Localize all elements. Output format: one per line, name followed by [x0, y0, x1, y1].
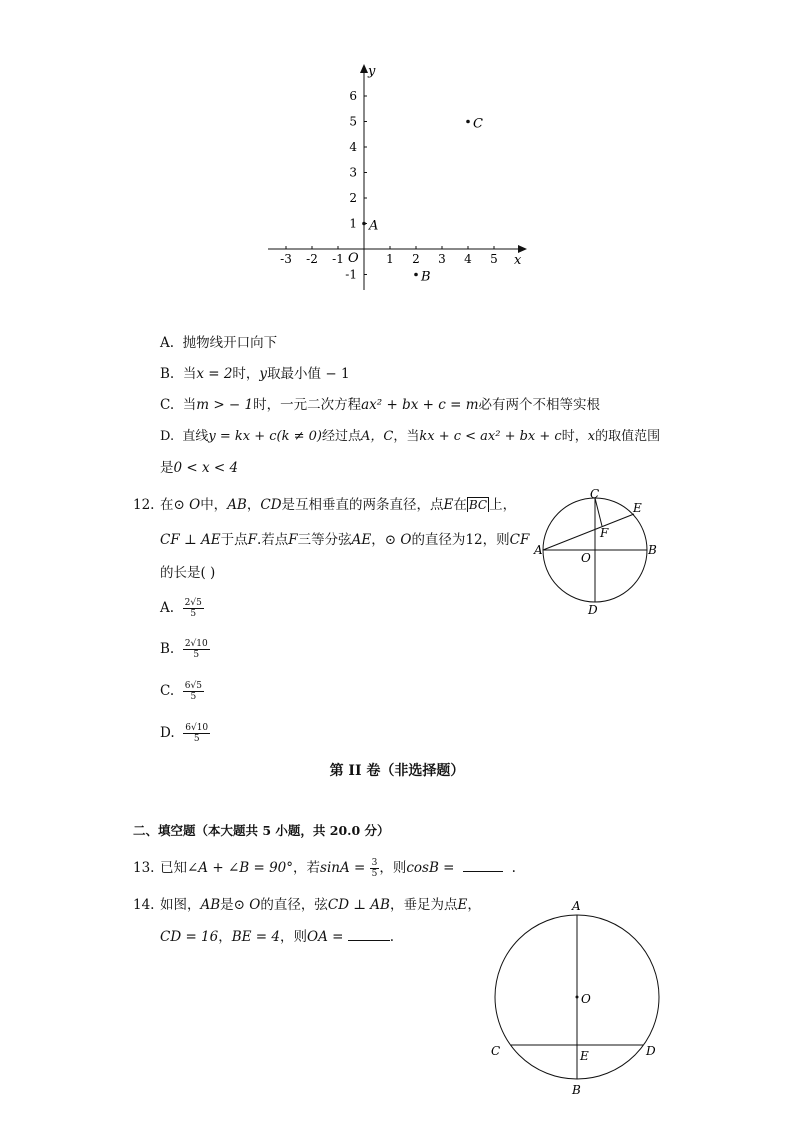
- frac-num: 3: [371, 858, 378, 868]
- q12-option-a: [160, 598, 204, 619]
- option-text: 必有两个不相等实根: [478, 397, 600, 413]
- x-tick-label: -2: [306, 252, 318, 266]
- math-expr: AB: [200, 897, 221, 913]
- math-expr: 12: [465, 532, 483, 548]
- math-expr: AB: [227, 497, 247, 513]
- y-tick-label: 3: [349, 165, 357, 180]
- q14-circle-figure: [484, 893, 664, 1103]
- q12-option-d: [160, 723, 210, 744]
- option-fraction: [183, 639, 210, 660]
- question-text: 是互相垂直的两条直径，点: [281, 497, 444, 513]
- x-tick-label: -3: [280, 252, 292, 266]
- option-text: 是: [160, 460, 174, 476]
- label-b: B: [648, 543, 657, 557]
- label-d: D: [646, 1044, 656, 1058]
- option-letter: A.: [160, 335, 175, 351]
- label-c: C: [491, 1044, 501, 1058]
- point-a: [362, 222, 366, 226]
- math-expr: CF ⊥ AE: [160, 532, 221, 548]
- question-text: 是: [220, 897, 234, 913]
- frac-den: 5: [193, 650, 200, 660]
- math-expr: x = 2: [196, 366, 233, 382]
- option-fraction: [183, 598, 204, 619]
- math-expr: cosB =: [406, 860, 455, 876]
- question-text: ，若: [293, 860, 321, 876]
- q14-line1: [160, 895, 481, 915]
- q12-option-c: [160, 681, 204, 702]
- label-o: O: [581, 551, 591, 565]
- math-expr: AE: [351, 532, 372, 548]
- label-d: D: [588, 603, 598, 617]
- q11-option-c: [160, 395, 600, 415]
- option-text: 取最小值 − 1: [267, 366, 350, 382]
- question-text: 中，: [200, 497, 228, 513]
- math-expr: x: [587, 429, 596, 444]
- frac-den: 5: [371, 869, 378, 879]
- chord-ae: [543, 514, 634, 550]
- q11-option-a: [160, 333, 277, 353]
- math-expr: CF: [509, 532, 530, 548]
- math-expr: m > − 1: [196, 397, 254, 413]
- option-text: 时，一元二次方程: [253, 397, 362, 413]
- q13-text: [160, 858, 516, 879]
- coordinate-graph: [262, 60, 532, 295]
- option-text: 经过点: [321, 429, 361, 444]
- question-text: .: [389, 929, 395, 945]
- math-expr: CD = 16: [160, 929, 219, 945]
- math-expr: O: [189, 497, 201, 513]
- arc-bc: BC: [468, 498, 488, 512]
- option-text: ，当: [393, 429, 420, 444]
- frac-den: 5: [190, 609, 197, 619]
- part2-title: 第 II 卷（非选择题）: [329, 763, 465, 779]
- x-axis-arrow: [518, 245, 527, 253]
- math-expr: E: [457, 897, 468, 913]
- frac-den: 5: [193, 734, 200, 744]
- option-letter: D.: [160, 725, 175, 741]
- q12-line2: [160, 530, 529, 550]
- q12-line1: [160, 495, 516, 515]
- question-text: 于点: [220, 532, 248, 548]
- y-tick-label: 5: [349, 114, 357, 129]
- q12-option-b: [160, 639, 210, 660]
- point-b: [414, 273, 418, 277]
- label-b: B: [572, 1083, 581, 1097]
- x-tick-label: -1: [332, 252, 344, 266]
- section2-title: 二、填空题（本大题共 5 小题，共 20.0 分）: [133, 823, 390, 838]
- question-text: 上，: [489, 497, 517, 513]
- circle-symbol: ⊙: [173, 497, 185, 513]
- origin-label: O: [348, 251, 359, 266]
- math-expr: kx + c < ax² + bx + c: [419, 429, 562, 444]
- point-label-a: A: [369, 218, 379, 234]
- question-text: 已知: [160, 860, 187, 876]
- math-expr: CD ⊥ AB: [327, 897, 390, 913]
- option-letter: B.: [160, 641, 175, 657]
- math-expr: OA =: [307, 929, 344, 945]
- q14-number: 14.: [133, 897, 155, 913]
- option-text: 当: [182, 397, 197, 413]
- fraction-3-5: [370, 858, 380, 879]
- question-text: 在: [453, 497, 467, 513]
- center-dot: [576, 996, 579, 999]
- q14-line2: [160, 927, 394, 947]
- circle-symbol: ⊙: [233, 897, 245, 913]
- y-tick-label: 2: [349, 191, 357, 205]
- y-axis-arrow: [360, 64, 368, 73]
- point-label-b: B: [421, 269, 431, 285]
- question-text: ，垂足为点: [389, 897, 458, 913]
- math-expr: O: [249, 897, 261, 913]
- x-tick-label: 5: [490, 252, 498, 266]
- y-tick-label: 6: [349, 89, 357, 103]
- question-text: ，: [371, 532, 385, 548]
- math-expr: F: [288, 532, 298, 548]
- math-expr: O: [400, 532, 412, 548]
- x-tick-label: 2: [412, 252, 420, 266]
- option-text: 抛物线开口向下: [182, 335, 278, 351]
- question-text: ，: [218, 929, 232, 945]
- point-c: [466, 120, 470, 124]
- option-letter: C.: [160, 683, 175, 699]
- option-letter: C.: [160, 397, 175, 413]
- y-tick-label: 1: [349, 216, 357, 231]
- q12-line3: 的长是( ): [160, 565, 216, 581]
- q11-option-b: [160, 364, 350, 384]
- question-text: 的直径，弦: [260, 897, 328, 913]
- x-tick-label: 1: [386, 252, 394, 266]
- frac-num: 6√5: [184, 681, 202, 691]
- option-text: 当: [182, 366, 197, 382]
- label-f: F: [600, 526, 609, 540]
- math-expr: A，C: [361, 429, 394, 444]
- math-expr: ∠A + ∠B = 90°: [187, 860, 294, 876]
- label-c: C: [590, 487, 600, 501]
- q11-option-d: [160, 427, 660, 447]
- option-fraction: [183, 681, 204, 702]
- frac-num: 2√10: [184, 639, 208, 649]
- question-text: 在: [160, 497, 174, 513]
- label-e: E: [580, 1049, 589, 1063]
- circle-symbol: ⊙: [384, 532, 397, 548]
- x-tick-label: 4: [464, 252, 472, 266]
- question-text: .: [511, 860, 516, 876]
- y-tick-label: -1: [345, 267, 357, 282]
- question-text: 如图，: [160, 897, 201, 913]
- math-expr: 0 < x < 4: [173, 460, 239, 476]
- answer-blank[interactable]: [463, 871, 503, 872]
- math-expr: E: [443, 497, 454, 513]
- math-expr: ax² + bx + c = m: [361, 397, 479, 413]
- label-e: E: [633, 501, 642, 515]
- math-expr: F: [247, 532, 257, 548]
- frac-num: 6√10: [185, 723, 209, 733]
- question-text: ，则: [379, 860, 407, 876]
- y-axis-label: y: [368, 64, 376, 79]
- point-label-c: C: [473, 116, 483, 132]
- math-expr: y = kx + c(k ≠ 0): [208, 429, 322, 444]
- option-letter: A.: [160, 600, 175, 616]
- label-a: A: [534, 543, 543, 557]
- question-text: ，则: [280, 929, 307, 945]
- question-text: ，则: [482, 532, 510, 548]
- segment-cf: [595, 498, 602, 526]
- option-fraction: [183, 723, 210, 744]
- math-expr: CD: [260, 497, 282, 513]
- x-axis-label: x: [514, 253, 522, 268]
- q13-number: 13.: [133, 860, 155, 876]
- question-text: ，: [246, 497, 261, 513]
- q11-option-d-line2: [160, 458, 238, 478]
- math-expr: BE = 4: [231, 929, 280, 945]
- question-text: ，: [467, 897, 481, 913]
- q12-circle-figure: [528, 485, 668, 620]
- frac-den: 5: [190, 692, 197, 702]
- question-text: .若点: [256, 532, 289, 548]
- math-expr: y: [259, 366, 268, 382]
- y-tick-label: 4: [349, 140, 357, 154]
- answer-blank[interactable]: [348, 940, 390, 941]
- x-tick-label: 3: [438, 252, 446, 266]
- question-text: 三等分弦: [297, 532, 352, 548]
- option-text: 时，: [561, 429, 588, 444]
- math-expr: sinA =: [320, 860, 366, 876]
- option-letter: B.: [160, 366, 175, 382]
- label-a: A: [572, 899, 581, 913]
- frac-num: 2√5: [184, 598, 202, 608]
- label-o: O: [581, 992, 591, 1006]
- option-text: 时，: [232, 366, 260, 382]
- option-text: 直线: [182, 429, 209, 444]
- option-text: 的取值范围: [595, 429, 661, 444]
- option-letter: D.: [160, 429, 175, 444]
- question-text: 的直径为: [411, 532, 466, 548]
- q12-number: 12.: [133, 497, 155, 513]
